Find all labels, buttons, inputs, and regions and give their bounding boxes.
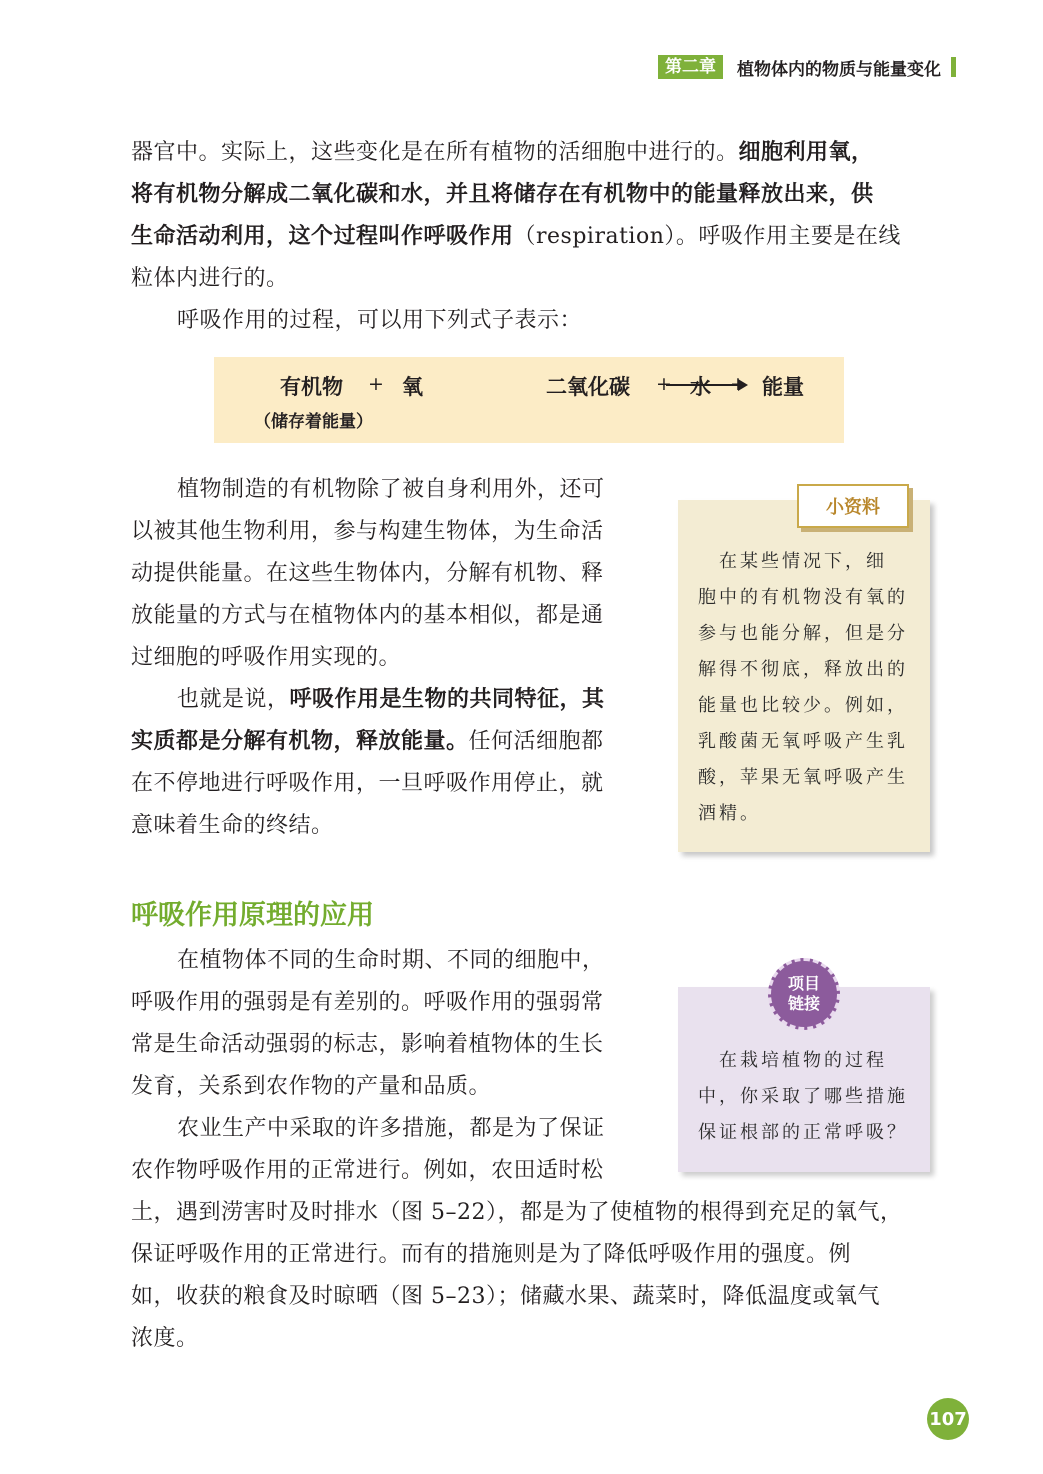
text-line: 常是生命活动强弱的标志，影响着植物体的生长 — [131, 1032, 604, 1057]
info-line: 胞中的有机物没有氧的 — [698, 587, 908, 608]
text-line: 在不停地进行呼吸作用，一旦呼吸作用停止，就 — [131, 771, 604, 796]
bold-text: 生命活动利用，这个过程叫作呼吸作用 — [131, 224, 514, 249]
respiration-formula — [214, 357, 844, 443]
project-line: 在栽培植物的过程 — [698, 1050, 887, 1071]
project-link-badge — [768, 958, 840, 1030]
intro-paragraph — [131, 132, 941, 342]
info-line: 参与也能分解，但是分 — [698, 623, 908, 644]
text-span: 也就是说， — [177, 687, 290, 712]
text-line: 农业生产中采取的许多措施，都是为了保证 — [177, 1116, 605, 1141]
info-sidebar — [678, 497, 930, 852]
text-line — [131, 174, 941, 216]
bold-text: 将有机物分解成二氧化碳和水，并且将储存在有机物中的能量释放出来，供 — [131, 182, 874, 207]
text-line — [131, 721, 651, 763]
info-tag-label: 小资料 — [826, 497, 880, 518]
info-line: 乳酸菌无氧呼吸产生乳 — [698, 731, 908, 752]
formula-plus: + — [368, 373, 384, 395]
info-text — [698, 544, 918, 832]
body-paragraph-1 — [131, 469, 651, 847]
running-header — [658, 54, 956, 80]
formula-product-energy: 能量 — [762, 375, 804, 399]
text-line: 动提供能量。在这些生物体内，分解有机物、释 — [131, 561, 604, 586]
text-line: 发育，关系到农作物的产量和品质。 — [131, 1074, 492, 1099]
text-line — [131, 132, 941, 174]
text-line: 呼吸作用的过程，可以用下列式子表示： — [177, 308, 583, 333]
text-line: 土，遇到涝害时及时排水（图 5–22），都是为了使植物的根得到充足的氧气， — [131, 1200, 903, 1225]
header-bar — [951, 57, 956, 77]
text-line: 放能量的方式与在植物体内的基本相似，都是通 — [131, 603, 604, 628]
info-tag — [797, 484, 909, 528]
formula-term-organic: 有机物 — [280, 375, 343, 399]
text-line: 粒体内进行的。 — [131, 266, 289, 291]
formula-plus: + — [656, 373, 672, 395]
project-line: 中，你采取了哪些措施 — [698, 1086, 908, 1107]
text-line: 农作物呼吸作用的正常进行。例如，农田适时松 — [131, 1158, 604, 1183]
bold-text: 实质都是分解有机物，释放能量。 — [131, 729, 469, 754]
text-span: 任何活细胞都 — [468, 729, 604, 754]
text-line — [131, 216, 941, 258]
chapter-title: 植物体内的物质与能量变化 — [737, 59, 941, 80]
text-line: 以被其他生物利用，参与构建生物体，为生命活 — [131, 519, 604, 544]
formula-plus: + — [730, 373, 746, 395]
text-line: 如，收获的粮食及时晾晒（图 5–23）；储藏水果、蔬菜时，降低温度或氧气 — [131, 1284, 880, 1309]
text-line: 浓度。 — [131, 1326, 199, 1351]
badge-text-top: 项目 — [787, 974, 820, 993]
formula-product-co2: 二氧化碳 — [546, 375, 630, 399]
info-line: 解得不彻底，释放出的 — [698, 659, 908, 680]
text-line: 呼吸作用的强弱是有差别的。呼吸作用的强弱常 — [131, 990, 604, 1015]
project-line: 保证根部的正常呼吸？ — [698, 1122, 908, 1143]
text-line — [131, 679, 651, 721]
info-line: 酸，苹果无氧呼吸产生 — [698, 767, 908, 788]
text-line: 保证呼吸作用的正常进行。而有的措施则是为了降低呼吸作用的强度。例 — [131, 1242, 852, 1267]
info-line: 在某些情况下，细 — [698, 551, 887, 572]
section-heading: 呼吸作用原理的应用 — [131, 900, 374, 931]
info-line: 能量也比较少。例如， — [698, 695, 908, 716]
text-line: 在植物体不同的生命时期、不同的细胞中， — [177, 948, 605, 973]
formula-note: （储存着能量） — [254, 412, 373, 432]
bold-text: 细胞利用氧， — [738, 140, 874, 165]
text-line: 过细胞的呼吸作用实现的。 — [131, 645, 402, 670]
formula-product-water: 水 — [690, 375, 711, 399]
text-line: 植物制造的有机物除了被自身利用外，还可 — [177, 477, 605, 502]
chapter-tag: 第二章 — [658, 55, 723, 79]
page-number: 107 — [927, 1398, 969, 1440]
badge-text-bottom: 链接 — [787, 994, 820, 1013]
bold-text: 呼吸作用是生物的共同特征，其 — [289, 687, 605, 712]
text-line: 意味着生命的终结。 — [131, 813, 334, 838]
formula-term-oxygen: 氧 — [402, 375, 423, 399]
project-text — [698, 1043, 918, 1151]
info-line: 酒精。 — [698, 803, 761, 824]
text-span: 器官中。实际上，这些变化是在所有植物的活细胞中进行的。 — [131, 140, 739, 165]
text-span: （respiration）。呼吸作用主要是在线 — [513, 224, 901, 249]
